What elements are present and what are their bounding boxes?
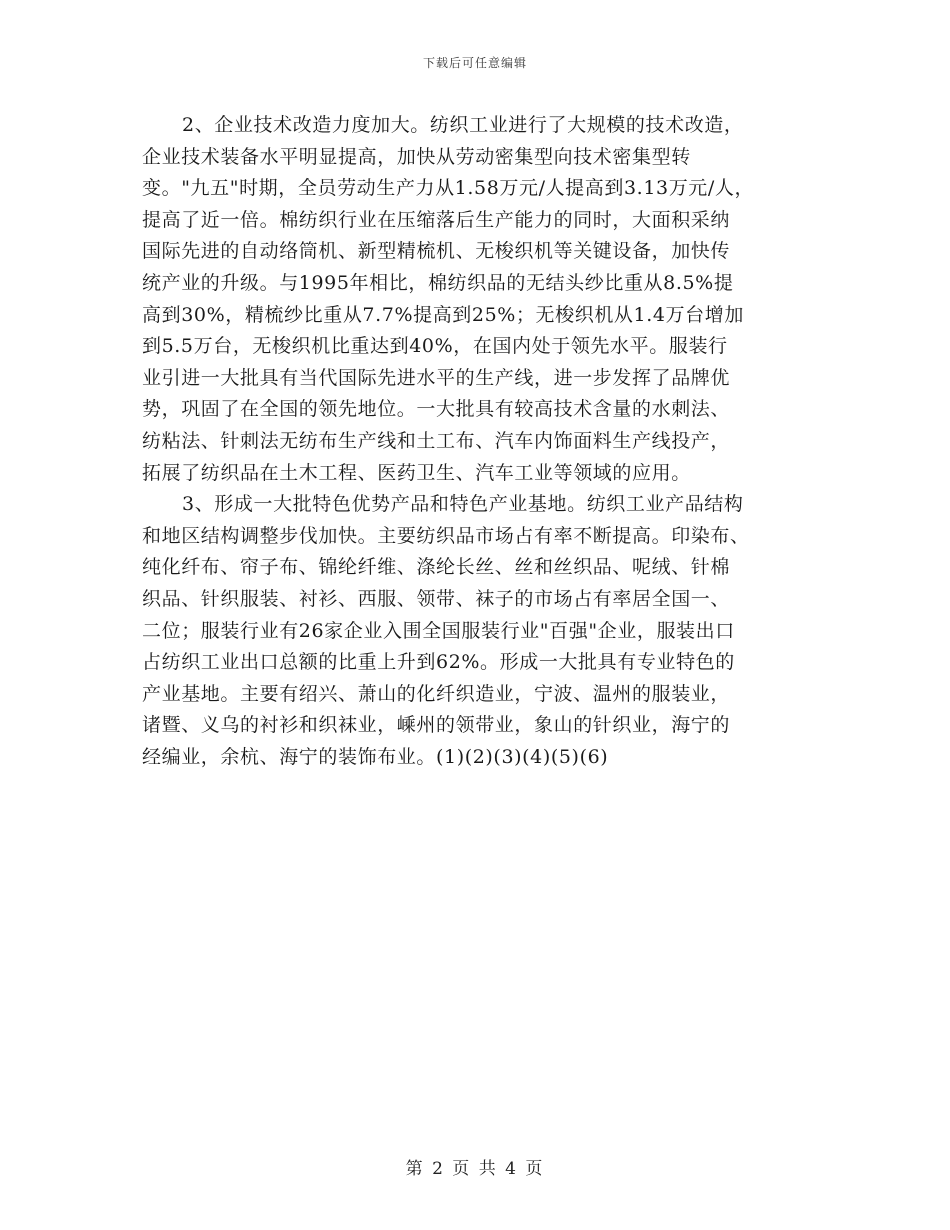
body-line: 纺粘法、针刺法无纺布生产线和土工布、汽车内饰面料生产线投产， [142, 429, 731, 452]
body-line: 国际先进的自动络筒机、新型精梳机、无梭织机等关键设备，加快传 [142, 240, 731, 263]
body-line: 诸暨、义乌的衬衫和织袜业，嵊州的领带业，象山的针织业，海宁的 [142, 714, 731, 737]
body-line: 企业技术装备水平明显提高，加快从劳动密集型向技术密集型转 [142, 145, 691, 168]
body-line: 3、形成一大批特色优势产品和特色产业基地。纺织工业产品结构 [182, 493, 744, 516]
document-body [142, 110, 822, 773]
body-line: 2、企业技术改造力度加大。纺织工业进行了大规模的技术改造， [182, 114, 744, 136]
body-line: 变。"九五"时期，全员劳动生产力从1.58万元/人提高到3.13万元/人， [142, 177, 755, 200]
body-line: 统产业的升级。与1995年相比，棉纺织品的无结头纱比重从8.5%提 [142, 271, 734, 294]
body-line: 和地区结构调整步伐加快。主要纺织品市场占有率不断提高。印染布、 [142, 524, 750, 547]
page-header: 下载后可任意编辑 [422, 56, 527, 70]
body-line: 经编业，余杭、海宁的装饰布业。(1)(2)(3)(4)(5)(6) [142, 745, 609, 768]
body-line: 织品、针织服装、衬衫、西服、领带、袜子的市场占有率居全国一、 [142, 587, 731, 610]
body-line: 提高了近一倍。棉纺织行业在压缩落后生产能力的同时，大面积采纳 [142, 208, 731, 231]
body-line: 业引进一大批具有当代国际先进水平的生产线，进一步发挥了品牌优 [142, 366, 731, 389]
body-line: 占纺织工业出口总额的比重上升到62%。形成一大批具有专业特色的 [142, 651, 735, 674]
body-line: 势，巩固了在全国的领先地位。一大批具有较高技术含量的水刺法、 [142, 398, 731, 421]
body-line: 到5.5万台，无梭织机比重达到40%，在国内处于领先水平。服装行 [142, 335, 728, 358]
body-line: 拓展了纺织品在土木工程、医药卫生、汽车工业等领域的应用。 [142, 461, 691, 484]
page-number: 第 2 页 共 4 页 [405, 1159, 545, 1179]
body-line: 高到30%，精梳纱比重从7.7%提高到25%；无梭织机从1.4万台增加 [142, 303, 744, 326]
body-line: 产业基地。主要有绍兴、萧山的化纤织造业，宁波、温州的服装业， [142, 682, 731, 705]
body-line: 纯化纤布、帘子布、锦纶纤维、涤纶长丝、丝和丝织品、呢绒、针棉 [142, 556, 731, 579]
body-line: 二位；服装行业有26家企业入围全国服装行业"百强"企业，服装出口 [142, 619, 735, 642]
